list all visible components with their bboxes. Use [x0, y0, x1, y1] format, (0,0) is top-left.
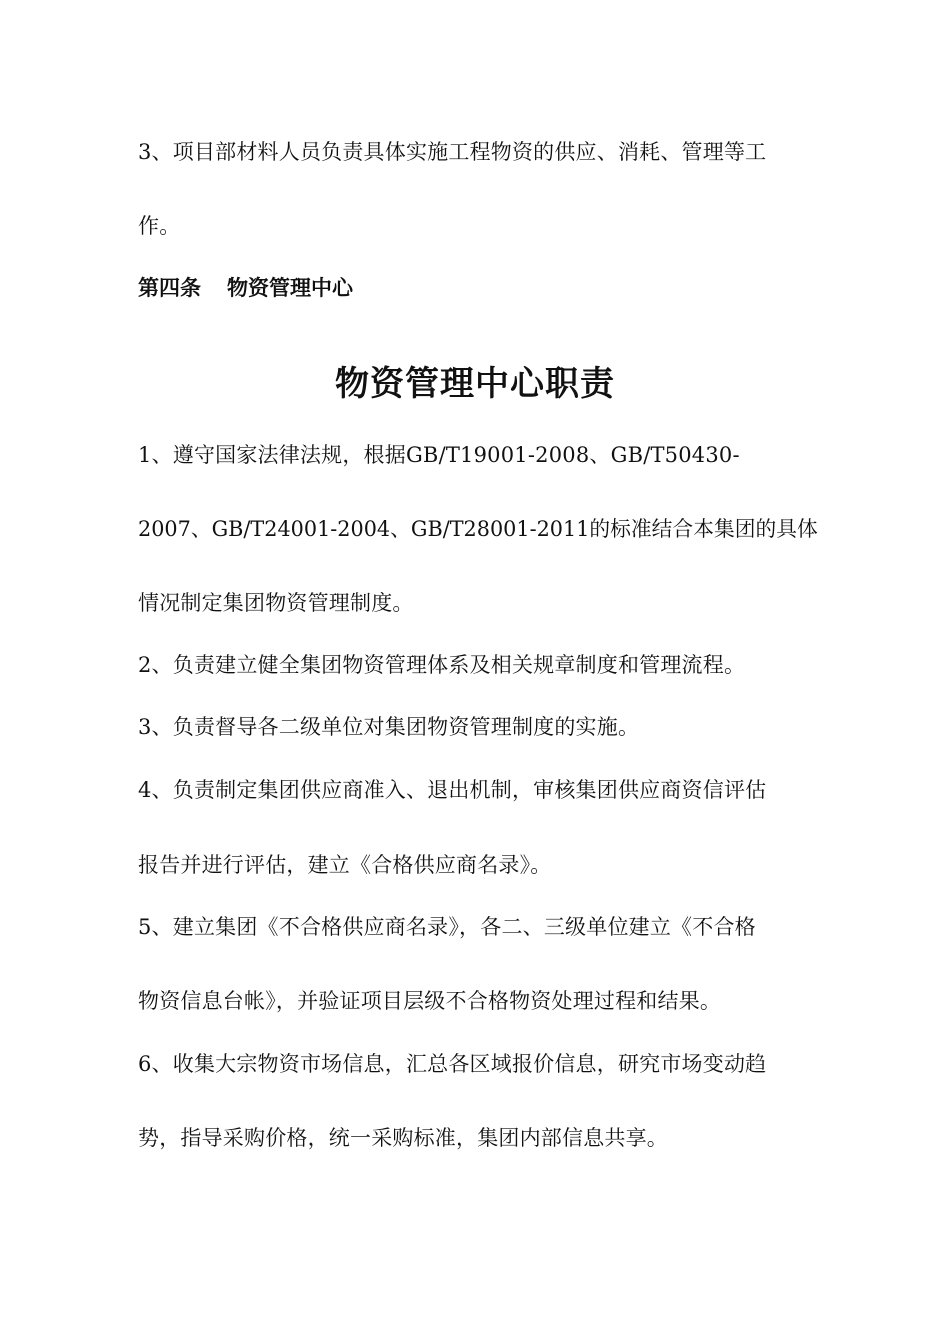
duty-line-4: 2、负责建立健全集团物资管理体系及相关规章制度和管理流程。 [138, 653, 746, 677]
intro-line-2: 作。 [138, 214, 181, 238]
article-heading [138, 273, 353, 303]
duty-line-2: 2007、GB/T24001-2004、GB/T28001-2011的标准结合本集团的具体 [138, 517, 818, 541]
duty-line-7: 报告并进行评估，建立《合格供应商名录》。 [138, 853, 552, 877]
duty-line-5: 3、负责督导各二级单位对集团物资管理制度的实施。 [138, 715, 640, 739]
article-title: 物资管理中心 [227, 276, 353, 300]
duty-line-6: 4、负责制定集团供应商准入、退出机制，审核集团供应商资信评估 [138, 778, 767, 802]
section-title: 物资管理中心职责 [335, 364, 615, 404]
article-number: 第四条 [138, 276, 201, 300]
duty-line-11: 势，指导采购价格，统一采购标准，集团内部信息共享。 [138, 1126, 668, 1150]
duty-line-10: 6、收集大宗物资市场信息，汇总各区域报价信息，研究市场变动趋 [138, 1052, 767, 1076]
duty-line-8: 5、建立集团《不合格供应商名录》，各二、三级单位建立《不合格 [138, 915, 756, 939]
intro-line-1: 3、项目部材料人员负责具体实施工程物资的供应、消耗、管理等工 [138, 140, 767, 164]
duty-line-3: 情况制定集团物资管理制度。 [138, 591, 414, 615]
duty-line-9: 物资信息台帐》，并验证项目层级不合格物资处理过程和结果。 [138, 989, 722, 1013]
duty-line-1: 1、遵守国家法律法规，根据GB/T19001-2008、GB/T50430- [138, 443, 740, 467]
